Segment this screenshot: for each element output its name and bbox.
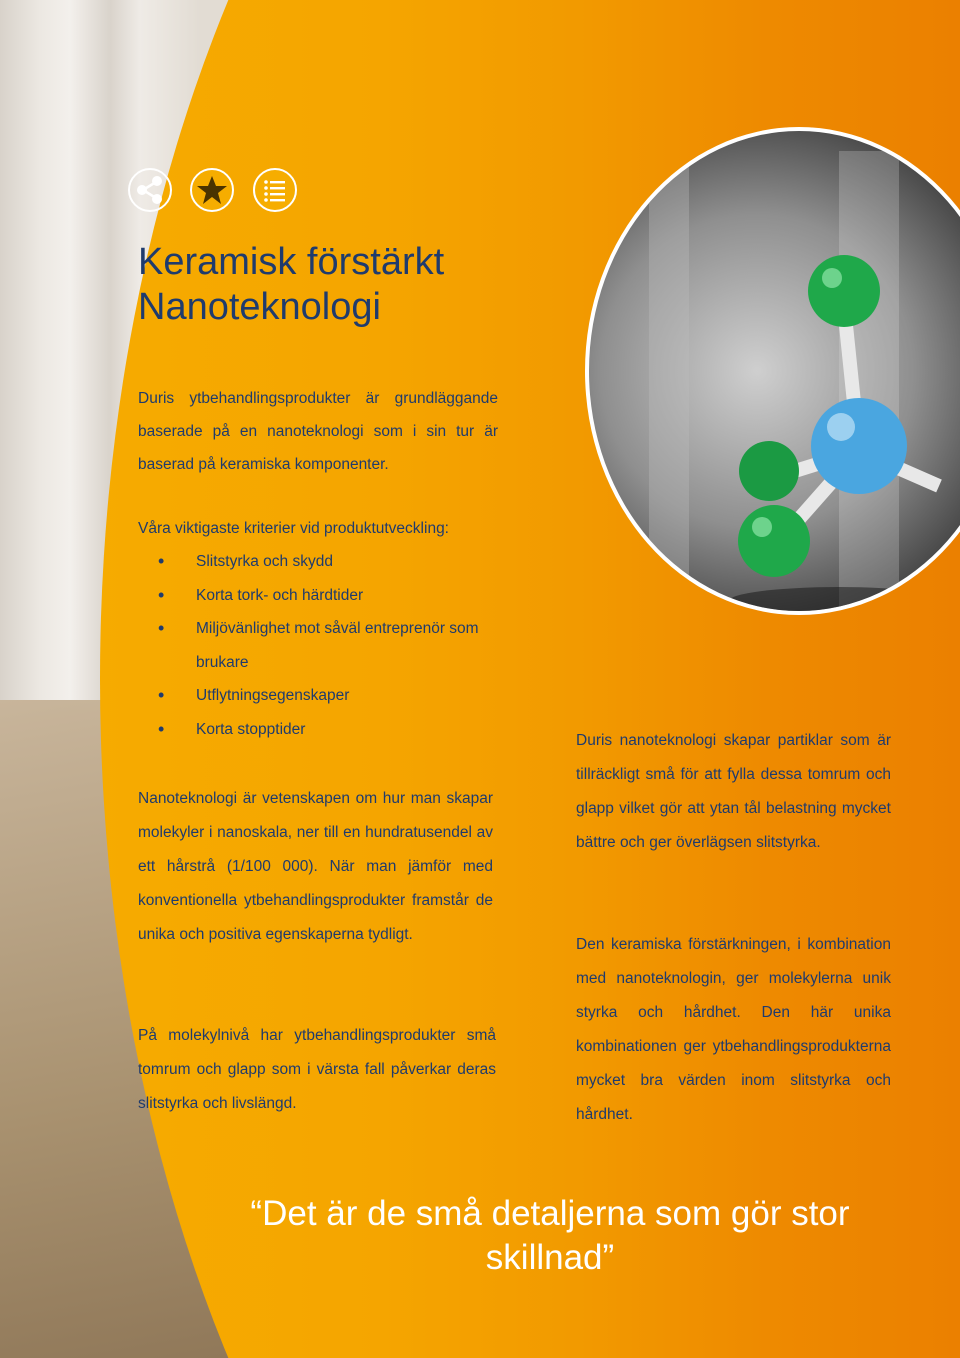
list-item: • Korta stopptider xyxy=(158,713,498,747)
pull-quote: “Det är de små detaljerna som gör stor skillnad” xyxy=(250,1194,850,1277)
intro-paragraph: Duris ytbehandlingsprodukter är grundläggande baserade på en nanoteknologi som i sin tur är baserad på keramiska komponenter. xyxy=(138,390,498,473)
list-item: • Miljövänlighet mot såväl entreprenör som brukare xyxy=(158,612,498,679)
list-item: • Slitstyrka och skydd xyxy=(158,545,498,579)
favorite-button[interactable] xyxy=(190,168,234,212)
star-icon xyxy=(192,170,232,210)
particles-paragraph: Duris nanoteknologi skapar partiklar som är tillräckligt små för att fylla dessa tomrum och glapp vilket gör att ytan tål belastning mycket bättre och ger överlägsen slitstyrka. xyxy=(576,732,891,851)
list-item: • Utflytningsegenskaper xyxy=(158,679,498,713)
page-title: Keramisk förstärkt Nanoteknologi xyxy=(138,241,445,328)
list-button[interactable] xyxy=(253,168,297,212)
nanotech-paragraph: Nanoteknologi är vetenskapen om hur man skapar molekyler i nanoskala, ner till en hundratusendel av ett hårstrå (1/100 000). När man jämför med konventionella ytbehandlingsprodukter framstår de unika och positiva egenskaperna tydligt. xyxy=(138,790,493,943)
list-item: • Korta tork- och härdtider xyxy=(158,579,498,613)
share-icon xyxy=(130,170,170,210)
share-button[interactable] xyxy=(128,168,172,212)
molecule-model-illustration xyxy=(589,131,960,611)
ceramic-paragraph: Den keramiska förstärkningen, i kombination med nanoteknologin, ger molekylerna unik styrka och hårdhet. Den här unika kombinationen ger ytbehandlingsprodukterna mycket bra värden inom slitstyrka och hårdhet. xyxy=(576,936,891,1123)
molecular-paragraph: På molekylnivå har ytbehandlingsprodukter små tomrum och glapp som i värsta fall påverkar deras slitstyrka och livslängd. xyxy=(138,1027,496,1112)
criteria-heading: Våra viktigaste kriterier vid produktutveckling: xyxy=(138,520,449,537)
criteria-list xyxy=(158,545,498,746)
list-icon xyxy=(255,170,295,210)
